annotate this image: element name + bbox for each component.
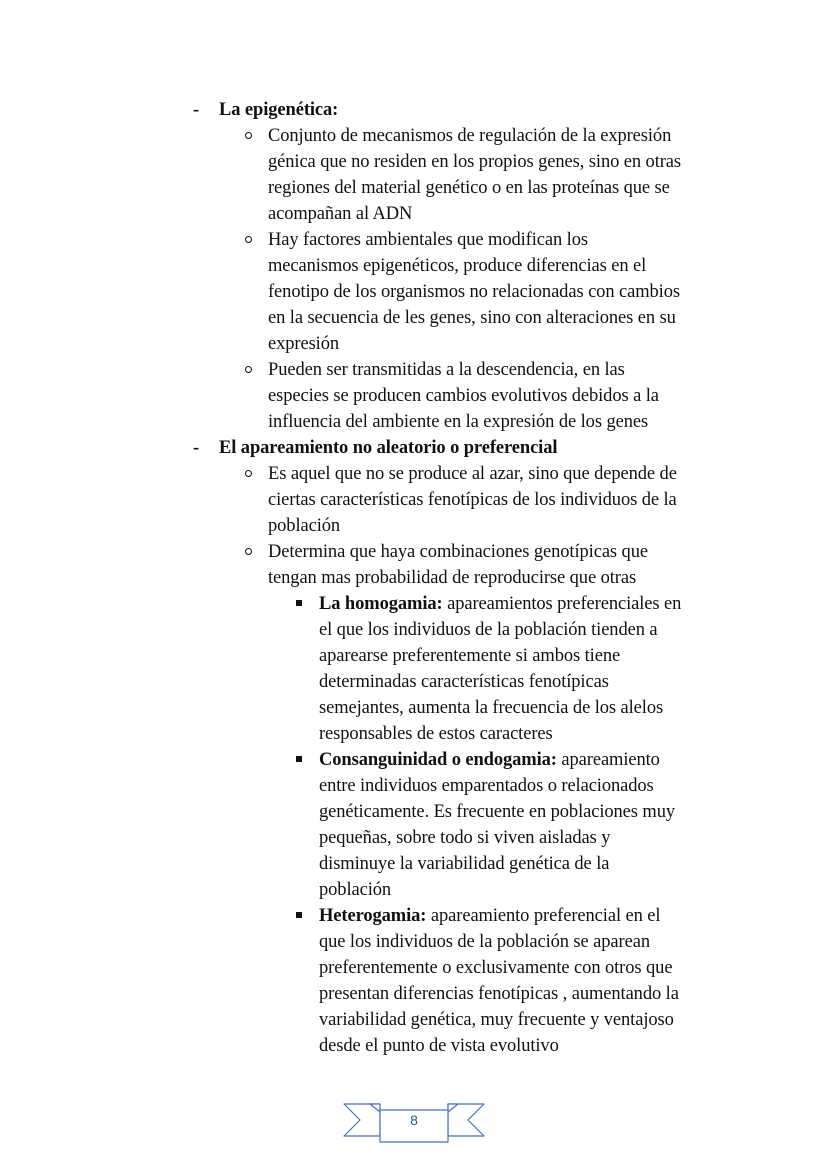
bullet-square <box>296 756 302 762</box>
term-heterogamia: Heterogamia: <box>319 906 427 926</box>
text-line: influencia del ambiente en la expresión de los genes <box>268 412 649 432</box>
text-span: apareamiento <box>556 750 660 770</box>
text-span: apareamientos preferenciales en <box>442 594 682 614</box>
bullet-circle <box>245 236 252 243</box>
bullet-dash: - <box>193 438 200 458</box>
text-line: responsables de estos caracteres <box>319 724 553 744</box>
text-line: población <box>319 880 392 900</box>
text-line: Hay factores ambientales que modifican los <box>268 230 588 250</box>
text-line: población <box>268 516 341 536</box>
ribbon-right-tail <box>448 1104 484 1136</box>
text-line: tengan mas probabilidad de reproducirse que otras <box>268 568 637 588</box>
text-line: mecanismos epigenéticos, produce diferencias en el <box>268 256 647 276</box>
text-line: Determina que haya combinaciones genotípicas que <box>268 542 648 562</box>
text-line: determinadas características fenotípicas <box>319 672 609 692</box>
page-number: 8 <box>410 1112 418 1128</box>
text-line: Conjunto de mecanismos de regulación de la expresión <box>268 126 672 146</box>
term-homogamia: La homogamia: <box>319 594 443 614</box>
text-line: genéticamente. Es frecuente en poblaciones muy <box>319 802 675 822</box>
section-heading-non-random-mating: El apareamiento no aleatorio o preferencial <box>219 438 558 458</box>
bullet-circle <box>245 548 252 555</box>
text-line: especies se producen cambios evolutivos debidos a la <box>268 386 659 406</box>
term-consanguinidad: Consanguinidad o endogamia: <box>319 750 557 770</box>
text-line: en la secuencia de les genes, sino con alteraciones en su <box>268 308 676 328</box>
text-line: acompañan al ADN <box>268 204 413 224</box>
text-line: semejantes, aumenta la frecuencia de los alelos <box>319 698 664 718</box>
text-line: desde el punto de vista evolutivo <box>319 1036 559 1056</box>
text-line: pequeñas, sobre todo si viven aisladas y <box>319 828 611 848</box>
text-line: expresión <box>268 334 340 354</box>
bullet-circle <box>245 132 252 139</box>
ribbon-left-tail <box>344 1104 380 1136</box>
bullet-circle <box>245 366 252 373</box>
bullet-square <box>296 912 302 918</box>
bullet-dash: - <box>193 100 200 120</box>
text-line: presentan diferencias fenotípicas , aumentando la <box>319 984 679 1004</box>
text-line: Pueden ser transmitidas a la descendencia, en las <box>268 360 625 380</box>
text-line: disminuye la variabilidad genética de la <box>319 854 610 874</box>
text-line: preferentemente o exclusivamente con otros que <box>319 958 673 978</box>
text-line: ciertas características fenotípicas de los individuos de la <box>268 490 677 510</box>
section-heading-epigenetics: La epigenética: <box>219 100 339 120</box>
bullet-circle <box>245 470 252 477</box>
text-line: génica que no residen en los propios genes, sino en otras <box>268 152 682 172</box>
text-line: regiones del material genético o en las proteínas que se <box>268 178 670 198</box>
text-line: aparearse preferentemente si ambos tiene <box>319 646 621 666</box>
text-line: variabilidad genética, muy frecuente y ventajoso <box>319 1010 674 1030</box>
subitem-first-line <box>319 903 660 929</box>
text-span: apareamiento preferencial en el <box>426 906 661 926</box>
subitem-first-line <box>319 591 681 617</box>
text-line: el que los individuos de la población tienden a <box>319 620 658 640</box>
subitem-first-line <box>319 747 660 773</box>
text-line: que los individuos de la población se aparean <box>319 932 650 952</box>
text-line: fenotipo de los organismos no relacionadas con cambios <box>268 282 680 302</box>
text-line: entre individuos emparentados o relacionados <box>319 776 654 796</box>
bullet-square <box>296 600 302 606</box>
text-line: Es aquel que no se produce al azar, sino que depende de <box>268 464 677 484</box>
